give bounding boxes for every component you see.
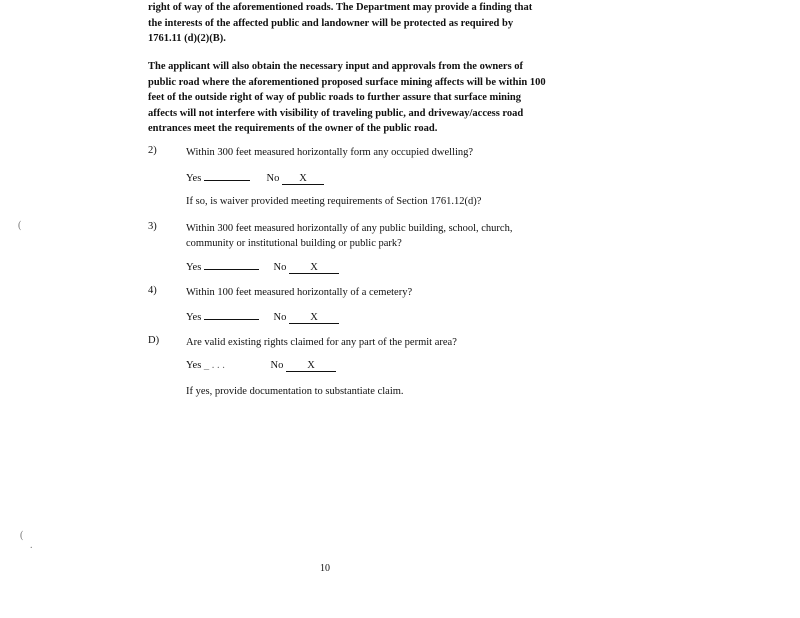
- intro-line: 1761.11 (d)(2)(B).: [148, 33, 226, 44]
- question-text: Within 300 feet measured horizontally form any occupied dwelling?: [186, 147, 474, 158]
- intro-paragraph: [148, 0, 588, 47]
- yes-blank: [204, 259, 259, 270]
- yes-label: Yes: [186, 262, 202, 273]
- claim-followup: If yes, provide documentation to substantiate claim.: [186, 386, 404, 397]
- question-text: Within 300 feet measured horizontally of any public building, school, church, community or institutional building or public park?: [186, 223, 513, 249]
- scan-speck: .: [30, 540, 33, 551]
- yes-label: Yes: [186, 312, 202, 323]
- no-answer-mark: X: [289, 262, 339, 274]
- approval-line: The applicant will also obtain the necessary input and approvals from the owners of: [148, 61, 524, 72]
- approval-line: public road where the aforementioned proposed surface mining affects will be within 100: [148, 76, 546, 88]
- scan-speck: (: [20, 530, 24, 541]
- no-answer-mark: X: [282, 173, 324, 185]
- approval-paragraph: [148, 59, 588, 137]
- yes-no-answer: [186, 170, 324, 185]
- approval-line: entrances meet the requirements of the owner of the public road.: [148, 123, 438, 134]
- no-label: No: [270, 360, 284, 371]
- yes-no-answer: [186, 309, 339, 324]
- question-number: D): [148, 335, 160, 346]
- scan-speck: (: [18, 220, 22, 231]
- no-answer-mark: X: [289, 312, 339, 324]
- waiver-followup: If so, is waiver provided meeting requirements of Section 1761.12(d)?: [186, 196, 482, 207]
- yes-label: Yes: [186, 360, 202, 371]
- question-number: 2): [148, 145, 157, 156]
- question-text: Within 100 feet measured horizontally of a cemetery?: [186, 287, 413, 298]
- yes-blank: [204, 170, 250, 181]
- approval-line: affects will not interfere with visibility of traveling public, and driveway/access road: [148, 107, 524, 119]
- no-label: No: [266, 173, 280, 184]
- yes-no-answer: [186, 360, 336, 372]
- yes-blank: [204, 309, 259, 320]
- approval-line: feet of the outside right of way of public roads to further assure that surface mining: [148, 92, 522, 103]
- question-text: Are valid existing rights claimed for any part of the permit area?: [186, 337, 457, 348]
- question-number: 3): [148, 221, 157, 232]
- question-number: 4): [148, 285, 157, 296]
- no-label: No: [273, 312, 287, 323]
- page-number: 10: [320, 563, 330, 574]
- yes-label: Yes: [186, 173, 202, 184]
- yes-no-answer: [186, 259, 339, 274]
- intro-line: the interests of the affected public and landowner will be protected as required by: [148, 17, 514, 29]
- intro-line: right of way of the aforementioned roads. The Department may provide a finding that: [148, 2, 533, 13]
- no-label: No: [273, 262, 287, 273]
- no-answer-mark: X: [286, 360, 336, 372]
- yes-blank-dotted: _ . . .: [203, 360, 225, 371]
